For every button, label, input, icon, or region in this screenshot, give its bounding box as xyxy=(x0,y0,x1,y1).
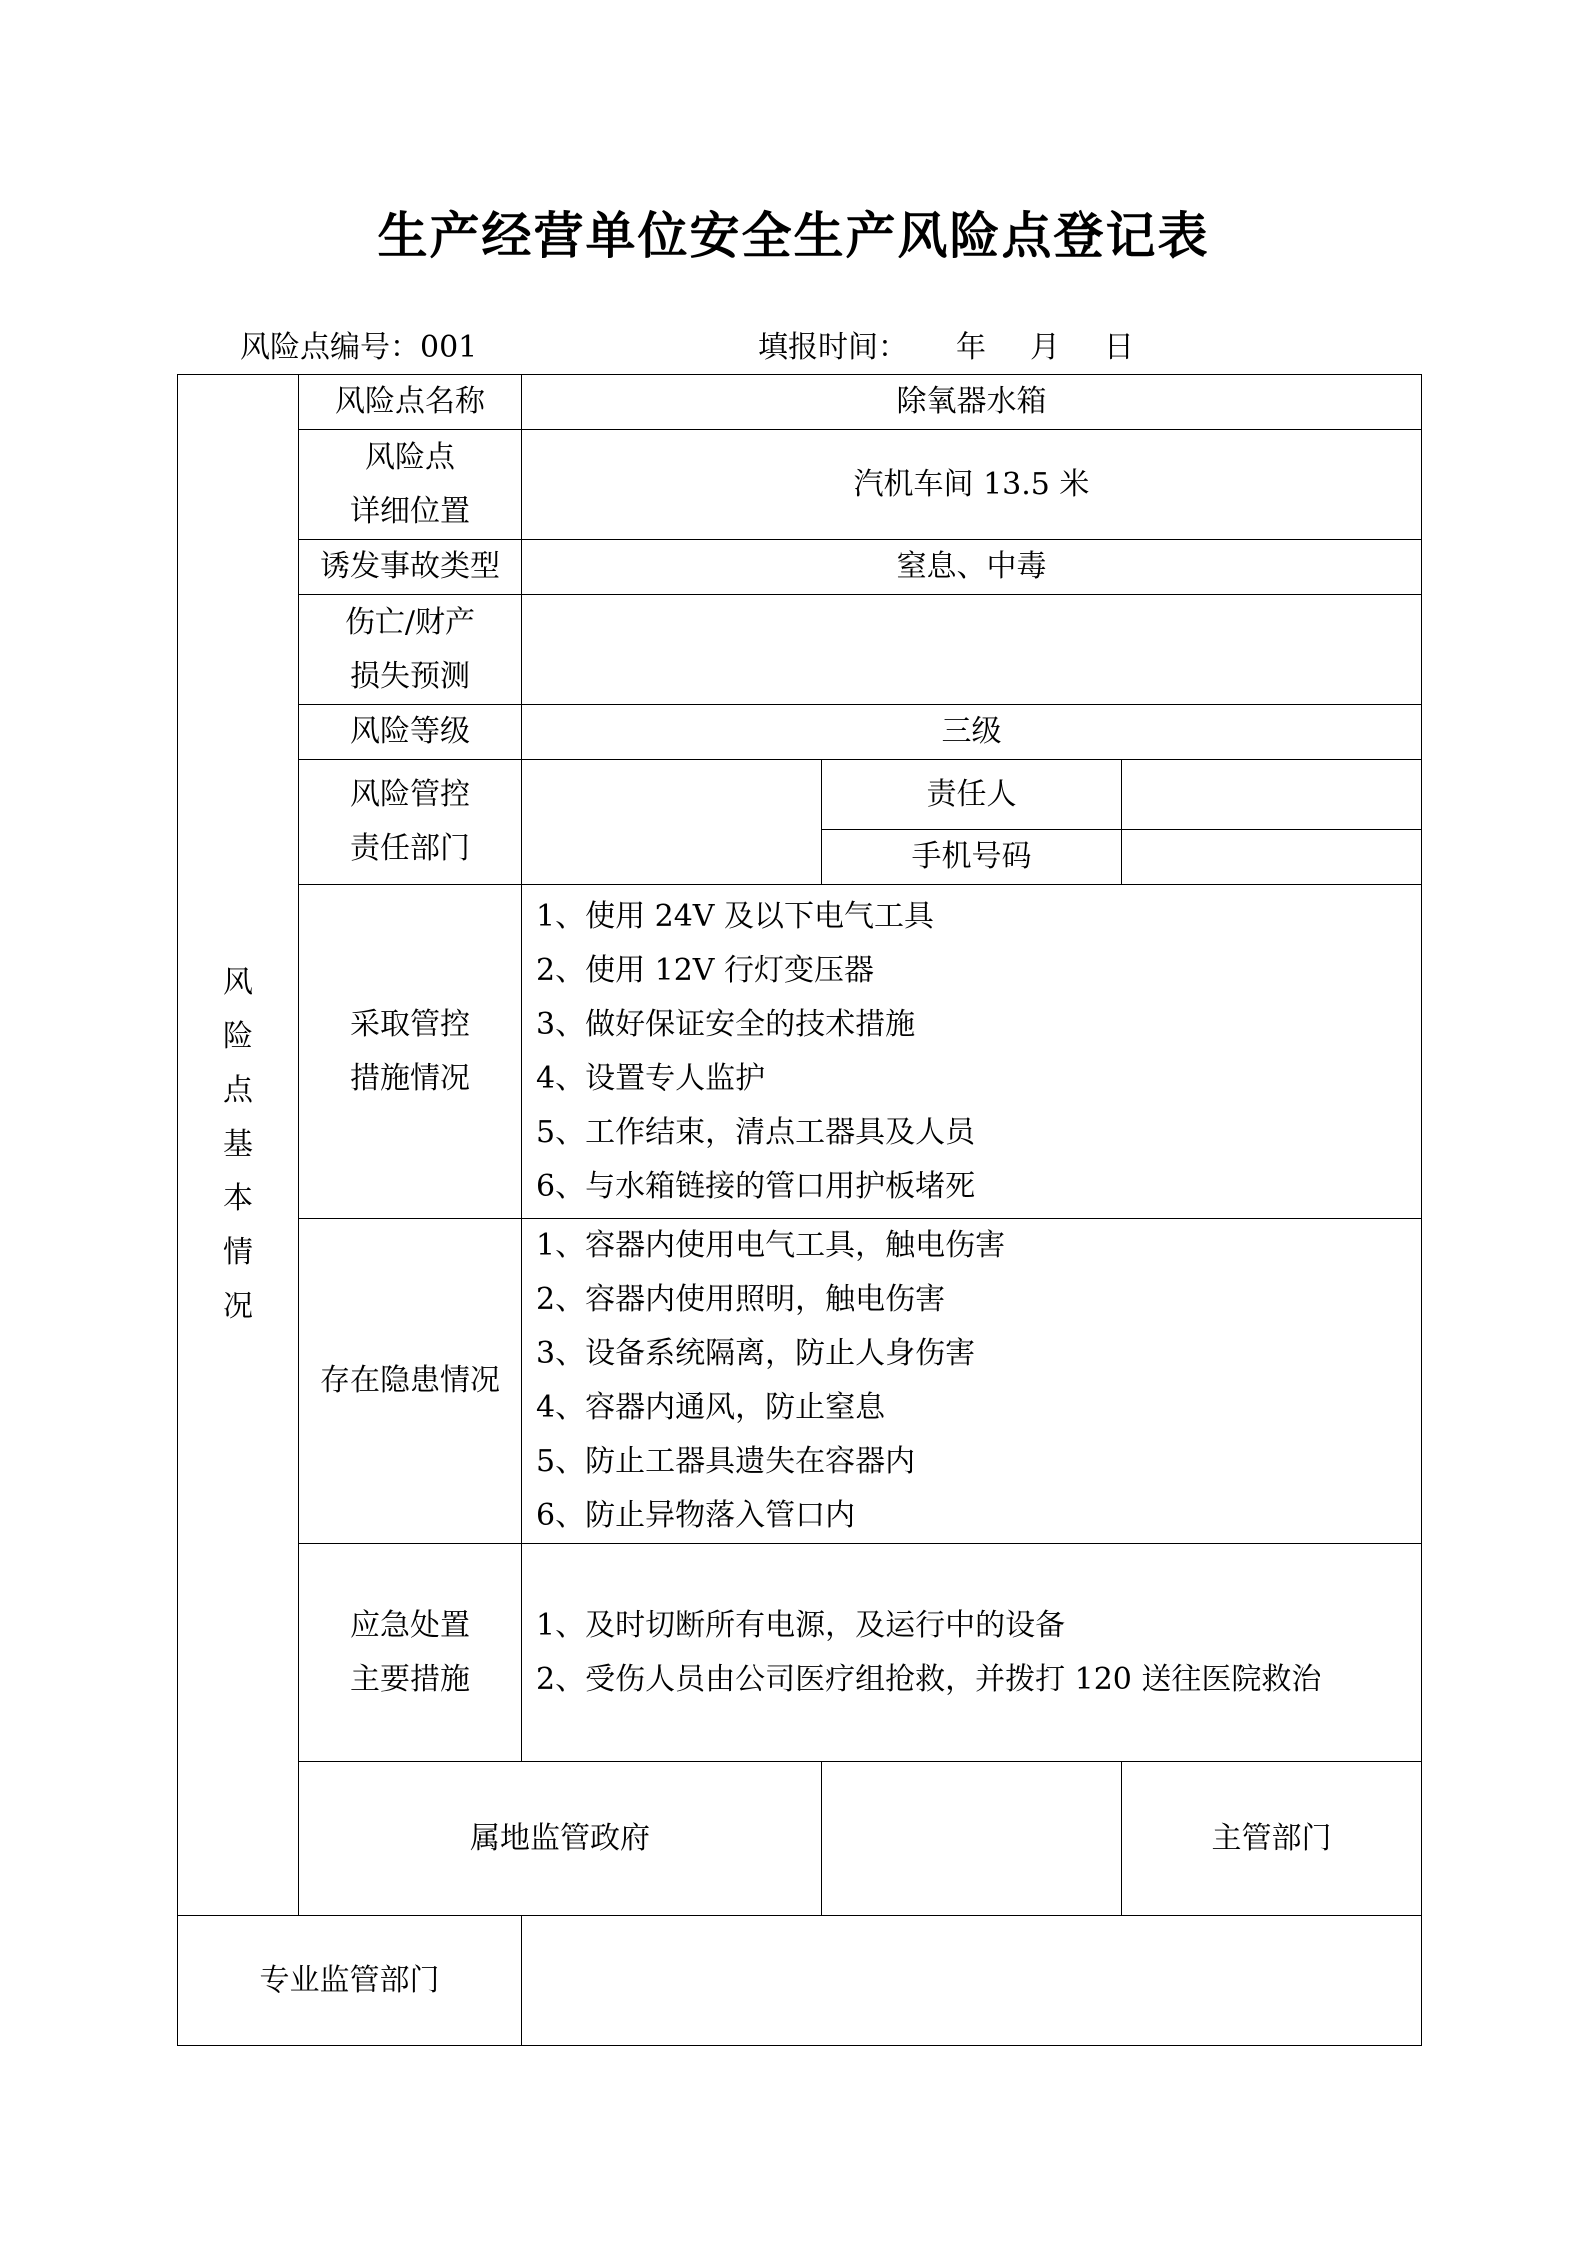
measures-list xyxy=(522,885,1422,1219)
list-item: 4、容器内通风，防止窒息 xyxy=(536,1390,886,1425)
person-value xyxy=(1122,760,1422,830)
prof-dept-value xyxy=(522,1916,1422,2046)
hazards-list xyxy=(522,1219,1422,1544)
list-item: 1、使用 24V 及以下电气工具 xyxy=(536,898,934,934)
section-label-cell xyxy=(178,375,299,1916)
measures-label-line-2: 措施情况 xyxy=(350,1060,470,1096)
dept-label xyxy=(299,760,522,885)
dept-label-line-2: 责任部门 xyxy=(350,831,470,866)
location-label xyxy=(299,430,522,540)
loss-value xyxy=(522,595,1422,705)
prof-dept-label: 专业监管部门 xyxy=(178,1916,522,2046)
section-label: 风险点基本情况 xyxy=(223,965,253,1324)
loss-label-line-2: 损失预测 xyxy=(350,658,470,694)
risk-register-table xyxy=(177,374,1422,2046)
list-item: 1、容器内使用电气工具，触电伤害 xyxy=(536,1228,1006,1263)
emergency-label-line-1: 应急处置 xyxy=(350,1607,470,1643)
person-label: 责任人 xyxy=(822,760,1122,830)
loss-label xyxy=(299,595,522,705)
list-item: 6、防止异物落入管口内 xyxy=(536,1498,856,1533)
list-item: 5、防止工器具遗失在容器内 xyxy=(536,1444,916,1479)
location-label-line-1: 风险点 xyxy=(365,439,455,475)
emergency-label xyxy=(299,1544,522,1762)
list-item: 6、与水箱链接的管口用护板堵死 xyxy=(536,1168,976,1204)
location-label-line-2: 详细位置 xyxy=(350,493,470,529)
emergency-list xyxy=(522,1544,1422,1762)
list-item: 1、及时切断所有电源，及运行中的设备 xyxy=(536,1607,1066,1643)
report-date-day: 日 xyxy=(1104,330,1134,365)
report-date-label: 填报时间： xyxy=(758,330,908,365)
report-date-month: 月 xyxy=(1030,330,1060,365)
accident-value: 窒息、中毒 xyxy=(522,540,1422,595)
level-label: 风险等级 xyxy=(299,705,522,760)
phone-label: 手机号码 xyxy=(822,830,1122,885)
name-label: 风险点名称 xyxy=(299,375,522,430)
measures-label xyxy=(299,885,522,1219)
list-item: 5、工作结束，清点工器具及人员 xyxy=(536,1114,976,1150)
risk-code: 风险点编号：001 xyxy=(240,330,478,365)
loss-label-line-1: 伤亡/财产 xyxy=(344,604,476,640)
location-value: 汽机车间 13.5 米 xyxy=(522,430,1422,540)
accident-label: 诱发事故类型 xyxy=(299,540,522,595)
phone-value xyxy=(1122,830,1422,885)
gov-label: 属地监管政府 xyxy=(299,1762,822,1916)
report-date xyxy=(758,328,1134,368)
list-item: 2、受伤人员由公司医疗组抢救，并拨打 120 送往医院救治 xyxy=(536,1661,1322,1697)
list-item: 4、设置专人监护 xyxy=(536,1060,766,1096)
supervisor-dept-label: 主管部门 xyxy=(1122,1762,1422,1916)
name-value: 除氧器水箱 xyxy=(522,375,1422,430)
hazards-label: 存在隐患情况 xyxy=(299,1219,522,1544)
form-title: 生产经营单位安全生产风险点登记表 xyxy=(377,207,1210,265)
list-item: 3、做好保证安全的技术措施 xyxy=(536,1006,916,1042)
list-item: 2、使用 12V 行灯变压器 xyxy=(536,952,874,988)
dept-label-line-1: 风险管控 xyxy=(350,777,470,812)
report-date-year: 年 xyxy=(956,330,986,365)
dept-value xyxy=(522,760,822,885)
level-value: 三级 xyxy=(522,705,1422,760)
measures-label-line-1: 采取管控 xyxy=(350,1006,470,1042)
gov-value xyxy=(822,1762,1122,1916)
emergency-label-line-2: 主要措施 xyxy=(350,1661,470,1697)
list-item: 2、容器内使用照明，触电伤害 xyxy=(536,1282,946,1317)
list-item: 3、设备系统隔离，防止人身伤害 xyxy=(536,1336,976,1371)
